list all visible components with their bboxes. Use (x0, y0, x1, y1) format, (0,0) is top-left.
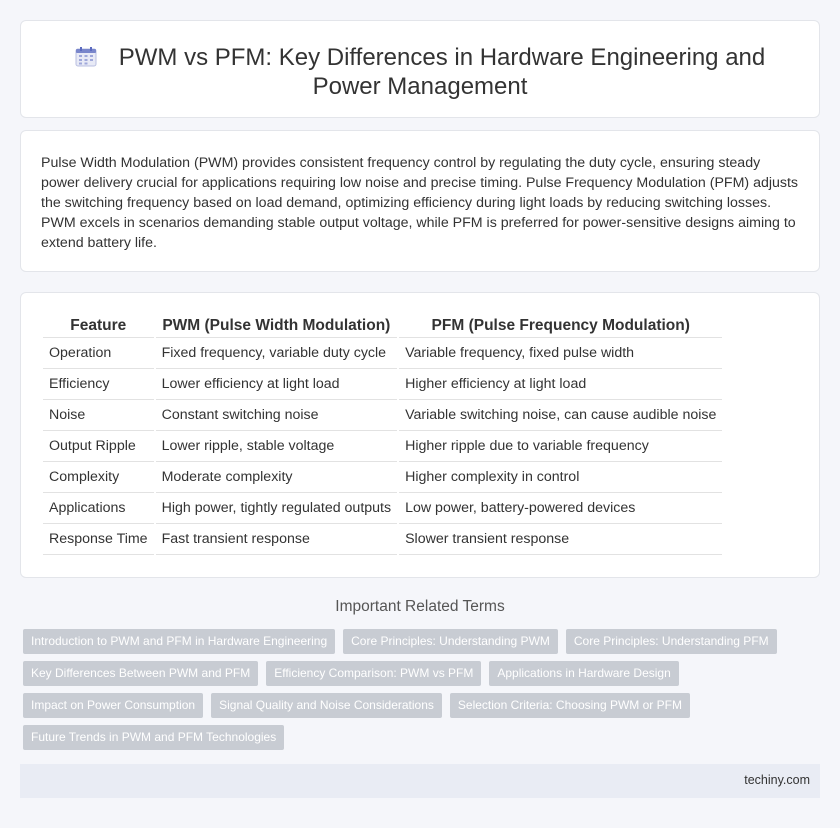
table-cell: Output Ripple (43, 431, 155, 462)
table-cell: Lower ripple, stable voltage (155, 431, 399, 462)
column-header: PFM (Pulse Frequency Modulation) (398, 313, 722, 338)
title-card (20, 20, 820, 118)
table-cell: Slower transient response (398, 524, 722, 555)
related-term-tag[interactable]: Applications in Hardware Design (489, 661, 678, 686)
column-header: Feature (43, 313, 155, 338)
related-term-tag[interactable]: Future Trends in PWM and PFM Technologies (23, 725, 284, 750)
table-cell: Higher complexity in control (398, 462, 722, 493)
related-term-tag[interactable]: Signal Quality and Noise Considerations (211, 693, 442, 718)
table-row (43, 338, 722, 369)
table-row (43, 493, 722, 524)
table-cell: Operation (43, 338, 155, 369)
table-cell: Higher ripple due to variable frequency (398, 431, 722, 462)
related-terms-list (23, 629, 823, 757)
table-cell: Lower efficiency at light load (155, 369, 399, 400)
related-term-tag[interactable]: Impact on Power Consumption (23, 693, 203, 718)
table-cell: Applications (43, 493, 155, 524)
table-cell: Noise (43, 400, 155, 431)
summary-card (20, 130, 820, 272)
table-cell: Efficiency (43, 369, 155, 400)
related-term-tag[interactable]: Introduction to PWM and PFM in Hardware Engineering (23, 629, 335, 654)
table-cell: Constant switching noise (155, 400, 399, 431)
calendar-icon (75, 47, 97, 67)
page-title: PWM vs PFM: Key Differences in Hardware Engineering and Power Management (118, 44, 766, 100)
comparison-card (20, 292, 820, 578)
summary-text: Pulse Width Modulation (PWM) provides consistent frequency control by regulating the duty cycle, ensuring steady power delivery crucial for applications requiring low noise and precise timing. Pulse Frequency Modulation (PFM) adjusts the switching frequency based on load demand, optimizing efficiency during light loads by reducing switching losses. PWM excels in scenarios demanding stable output voltage, while PFM is preferred for power-sensitive designs aiming to extend battery life. (41, 155, 799, 251)
footer-site-link[interactable]: techiny.com (744, 773, 810, 787)
table-row (43, 524, 722, 555)
table-cell: Complexity (43, 462, 155, 493)
table-cell: Fast transient response (155, 524, 399, 555)
comparison-table (43, 313, 722, 555)
table-cell: Fixed frequency, variable duty cycle (155, 338, 399, 369)
related-term-tag[interactable]: Efficiency Comparison: PWM vs PFM (266, 661, 481, 686)
related-term-tag[interactable]: Core Principles: Understanding PFM (566, 629, 777, 654)
table-cell: Response Time (43, 524, 155, 555)
related-term-tag[interactable]: Core Principles: Understanding PWM (343, 629, 558, 654)
table-cell: High power, tightly regulated outputs (155, 493, 399, 524)
table-row (43, 462, 722, 493)
related-terms-heading: Important Related Terms (335, 598, 505, 615)
table-cell: Higher efficiency at light load (398, 369, 722, 400)
related-term-tag[interactable]: Key Differences Between PWM and PFM (23, 661, 258, 686)
table-header-row (43, 313, 722, 338)
column-header: PWM (Pulse Width Modulation) (155, 313, 399, 338)
table-cell: Low power, battery-powered devices (398, 493, 722, 524)
table-cell: Variable switching noise, can cause audible noise (398, 400, 722, 431)
table-row (43, 400, 722, 431)
related-term-tag[interactable]: Selection Criteria: Choosing PWM or PFM (450, 693, 690, 718)
table-row (43, 369, 722, 400)
footer-bar (20, 764, 820, 798)
page-title-wrap (21, 43, 819, 101)
table-cell: Variable frequency, fixed pulse width (398, 338, 722, 369)
table-cell: Moderate complexity (155, 462, 399, 493)
table-row (43, 431, 722, 462)
